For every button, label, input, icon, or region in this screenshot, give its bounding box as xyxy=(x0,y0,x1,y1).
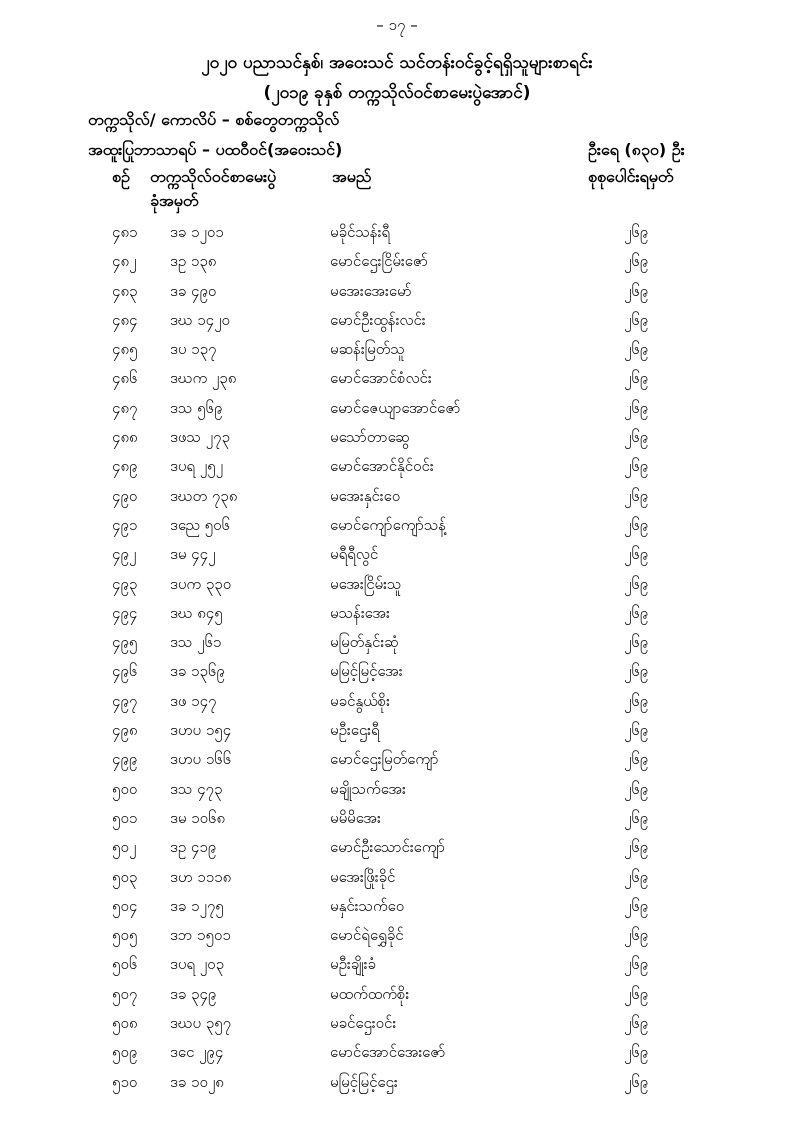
table-row xyxy=(0,541,794,570)
row-number: ၅၀၂ xyxy=(112,838,137,857)
total-marks: ၂၆၉ xyxy=(624,340,649,359)
total-marks: ၂၆၉ xyxy=(624,691,649,710)
student-name: မရီရီလွင် xyxy=(330,545,379,564)
row-number: ၄၈၂ xyxy=(112,252,137,271)
table-row xyxy=(0,307,794,336)
student-name: မခင်ဌေးဝင်း xyxy=(330,1014,397,1033)
roll-number: ဒပရ ၂၅၂ xyxy=(170,457,223,476)
table-row xyxy=(0,658,794,687)
table-row xyxy=(0,951,794,980)
row-number: ၄၈၅ xyxy=(112,340,138,359)
table-row xyxy=(0,834,794,863)
roll-number: ဒခ ၁၂၀၁ xyxy=(170,223,224,241)
table-row xyxy=(0,893,794,922)
table-row xyxy=(0,278,794,307)
row-number: ၅၀၉ xyxy=(112,1043,138,1062)
row-number: ၄၈၄ xyxy=(112,310,138,329)
table-row xyxy=(0,453,794,482)
row-number: ၄၉၄ xyxy=(112,603,138,622)
total-marks: ၂၆၉ xyxy=(624,662,649,681)
roll-number: ဒခ ၄၉၀ xyxy=(170,281,217,300)
total-marks: ၂၆၉ xyxy=(624,574,649,593)
table-row xyxy=(0,1069,794,1098)
student-name: မထက်ထက်စိုး xyxy=(330,984,410,1003)
roll-number: ဒငေ ၂၉၄ xyxy=(170,1043,224,1062)
row-number: ၄၉၃ xyxy=(112,574,138,593)
table-row xyxy=(0,629,794,658)
roll-number: ဒဃ ၈၄၅ xyxy=(170,603,223,622)
row-number: ၄၈၁ xyxy=(112,223,138,241)
row-number: ၄၉၁ xyxy=(112,515,138,534)
row-number: ၄၈၈ xyxy=(112,428,138,447)
total-count: ဦးရေ (၈၃၀) ဦး xyxy=(588,140,685,159)
table-row xyxy=(0,336,794,365)
roll-number: ဒဖသ ၂၇၃ xyxy=(170,428,230,447)
total-marks: ၂၆၉ xyxy=(624,252,649,271)
row-number: ၄၉၉ xyxy=(112,750,138,769)
total-marks: ၂၆၉ xyxy=(624,838,649,857)
roll-number: ဒညေ ၅၀၆ xyxy=(170,515,230,534)
total-marks: ၂၆၉ xyxy=(624,603,649,622)
total-marks: ၂၆၉ xyxy=(624,428,649,447)
roll-number: ဒခ ၁၀၂၈ xyxy=(170,1072,224,1091)
total-marks: ၂၆၉ xyxy=(624,779,649,798)
row-number: ၅၀၄ xyxy=(112,896,138,915)
student-name: မောင်ဇေယျာအောင်ဇော် xyxy=(330,398,461,417)
roll-number: ဒပက ၃၃၀ xyxy=(170,574,232,593)
table-row xyxy=(0,395,794,424)
roll-number: ဒပရ ၂၀၃ xyxy=(170,955,225,974)
roll-number: ဒဟပ ၁၆၆ xyxy=(170,750,232,769)
row-number: ၅၀၃ xyxy=(112,867,138,886)
total-marks: ၂၆၉ xyxy=(624,808,649,827)
column-header-name: အမည် xyxy=(332,167,372,186)
table-row xyxy=(0,365,794,394)
row-number: ၄၉၀ xyxy=(112,486,138,505)
roll-number: ဒခ ၃၄၉ xyxy=(170,984,217,1003)
row-number: ၅၀၆ xyxy=(112,955,138,974)
roll-number: ဒဃက ၂၃၈ xyxy=(170,369,237,388)
table-row xyxy=(0,688,794,717)
row-number: ၄၉၈ xyxy=(112,721,138,740)
table-row xyxy=(0,805,794,834)
total-marks: ၂၆၉ xyxy=(624,1072,649,1091)
total-marks: ၂၆၉ xyxy=(624,633,649,652)
university-label: တက္ကသိုလ်/ ကောလိပ် – စစ်တွေတက္ကသိုလ် xyxy=(88,110,340,129)
student-name: မချိုသက်အေး xyxy=(330,779,406,798)
student-name: မခင်နွယ်စိုး xyxy=(330,691,390,710)
student-name: မောင်အောင်စံလင်း xyxy=(330,369,432,388)
table-row xyxy=(0,981,794,1010)
row-number: ၅၀၁ xyxy=(112,808,138,827)
total-marks: ၂၆၉ xyxy=(624,750,649,769)
roll-number: ဒသ ၅၆၉ xyxy=(170,398,223,417)
row-number: ၄၉၇ xyxy=(112,691,138,710)
roll-number: ဒဥ ၁၃၈ xyxy=(170,252,217,271)
student-name: မမြင့်မြင့်ဌေး xyxy=(330,1072,398,1091)
row-number: ၅၀၀ xyxy=(112,779,138,798)
table-row xyxy=(0,776,794,805)
total-marks: ၂၆၉ xyxy=(624,721,649,740)
column-header-marks: စုစုပေါင်းရမှတ် xyxy=(588,167,674,186)
row-number: ၄၉၅ xyxy=(112,633,138,652)
total-marks: ၂၆၉ xyxy=(624,926,649,945)
student-name: မောင်ဦးသောင်းကျော် xyxy=(330,838,446,857)
document-title: ၂၀၂၀ ပညာသင်နှစ်၊ အဝေးသင် သင်တန်းဝင်ခွင့်ရရှိသူများစာရင်း xyxy=(201,53,593,73)
total-marks: ၂၆၉ xyxy=(624,457,649,476)
student-name: မောင်ဌေးငြိမ်းဇော် xyxy=(330,252,428,271)
roll-number: ဒဃတ ၇၃၈ xyxy=(170,486,238,505)
student-name: မမြင့်မြင့်အေး xyxy=(330,662,403,681)
row-number: ၅၁၀ xyxy=(112,1072,138,1091)
student-name: မောင်အောင်နိုင်ဝင်း xyxy=(330,457,434,476)
roll-number: ဒဟ ၁၁၁၈ xyxy=(170,867,232,886)
table-row xyxy=(0,717,794,746)
row-number: ၄၉၂ xyxy=(112,545,137,564)
table-row xyxy=(0,600,794,629)
student-name: မအေးဖြိုးခိုင် xyxy=(330,867,396,886)
student-name: မသန်းအေး xyxy=(330,603,390,622)
table-row xyxy=(0,1039,794,1068)
student-name: မအေးနှင်းဝေ xyxy=(330,486,401,505)
row-number: ၅၀၈ xyxy=(112,1014,138,1033)
student-name: မနှင်းသက်ဝေ xyxy=(330,896,405,915)
student-name: မခိုင်သန်းရီ xyxy=(330,223,391,241)
total-marks: ၂၆၉ xyxy=(624,486,649,505)
roll-number: ဒဃပ ၃၅၇ xyxy=(170,1014,232,1033)
total-marks: ၂၆၉ xyxy=(624,369,649,388)
roll-number: ဒမ ၁၀၆၈ xyxy=(170,808,226,827)
roll-number: ဒဃ ၁၄၂၀ xyxy=(170,310,230,329)
student-name: မမိမိအေး xyxy=(330,808,381,827)
row-number: ၄၈၉ xyxy=(112,457,138,476)
student-name: မအေးအေးမော် xyxy=(330,281,412,300)
column-header-roll-number: တက္ကသိုလ်ဝင်စာမေးပွဲ ခုံအမှတ် xyxy=(150,167,277,210)
student-name: မသော်တာဆွေ xyxy=(330,428,410,447)
roll-number: ဒဘ ၁၅၀၁ xyxy=(170,926,231,945)
roll-number: ဒပ ၁၃၇ xyxy=(170,340,217,359)
roll-number: ဒဟပ ၁၅၄ xyxy=(170,721,232,740)
page-number: – ၁၇ – xyxy=(376,16,418,34)
total-marks: ၂၆၉ xyxy=(624,867,649,886)
student-name: မောင်ဌေးမြတ်ကျော် xyxy=(330,750,439,769)
document-subtitle: (၂၀၁၉ ခုနှစ် တက္ကသိုလ်ဝင်စာမေးပွဲအောင်) xyxy=(263,83,531,103)
student-name: မောင်အောင်အေးဇော် xyxy=(330,1043,446,1062)
table-row xyxy=(0,864,794,893)
student-name: မောင်ကျော်ကျော်သန့် xyxy=(330,515,447,534)
table-row xyxy=(0,248,794,277)
roll-number: ဒသ ၄၇၃ xyxy=(170,779,223,798)
total-marks: ၂၆၉ xyxy=(624,545,649,564)
student-name: မောင်ရဲရွှေခိုင် xyxy=(330,926,404,945)
total-marks: ၂၆၉ xyxy=(624,1014,649,1033)
row-number: ၄၈၇ xyxy=(112,398,138,417)
major-label: အထူးပြုဘာသာရပ် – ပထဝီဝင်(အဝေးသင်) xyxy=(88,140,343,159)
table-row xyxy=(0,219,794,248)
table-row xyxy=(0,424,794,453)
table-row xyxy=(0,571,794,600)
student-name: မဦးချိုးခံ xyxy=(330,955,376,974)
roll-number: ဒခ ၁၃၆၉ xyxy=(170,662,225,681)
column-header-no: စဉ် xyxy=(112,167,130,186)
row-number: ၅၀၅ xyxy=(112,926,138,945)
student-list xyxy=(0,219,794,1098)
row-number: ၄၈၃ xyxy=(112,281,138,300)
total-marks: ၂၆၉ xyxy=(624,398,649,417)
roll-number: ဒဖ ၁၄၇ xyxy=(170,691,217,710)
total-marks: ၂၆၉ xyxy=(624,896,649,915)
total-marks: ၂၆၉ xyxy=(624,281,649,300)
roll-number: ဒခ ၁၂၇၅ xyxy=(170,896,224,915)
row-number: ၅၀၇ xyxy=(112,984,138,1003)
student-name: မောင်ဦးထွန်းလင်း xyxy=(330,310,426,329)
table-row xyxy=(0,1010,794,1039)
table-row xyxy=(0,512,794,541)
table-row xyxy=(0,922,794,951)
roll-number: ဒမ ၄၄၂ xyxy=(170,545,216,564)
row-number: ၄၈၆ xyxy=(112,369,138,388)
total-marks: ၂၆၉ xyxy=(624,1043,649,1062)
total-marks: ၂၆၉ xyxy=(624,223,649,241)
student-name: မအေးငြိမ်းသူ xyxy=(330,574,402,593)
student-name: မမြတ်နှင်းဆုံ xyxy=(330,633,399,652)
total-marks: ၂၆၉ xyxy=(624,984,649,1003)
roll-number: ဒဥ ၄၁၉ xyxy=(170,838,217,857)
roll-number: ဒသ ၂၆၁ xyxy=(170,633,222,652)
table-row xyxy=(0,483,794,512)
total-marks: ၂၆၉ xyxy=(624,310,649,329)
student-name: မဦးဌေးရီ xyxy=(330,721,380,740)
total-marks: ၂၆၉ xyxy=(624,955,649,974)
student-name: မဆန်းမြတ်သူ xyxy=(330,340,405,359)
table-row xyxy=(0,746,794,775)
row-number: ၄၉၆ xyxy=(112,662,138,681)
total-marks: ၂၆၉ xyxy=(624,515,649,534)
